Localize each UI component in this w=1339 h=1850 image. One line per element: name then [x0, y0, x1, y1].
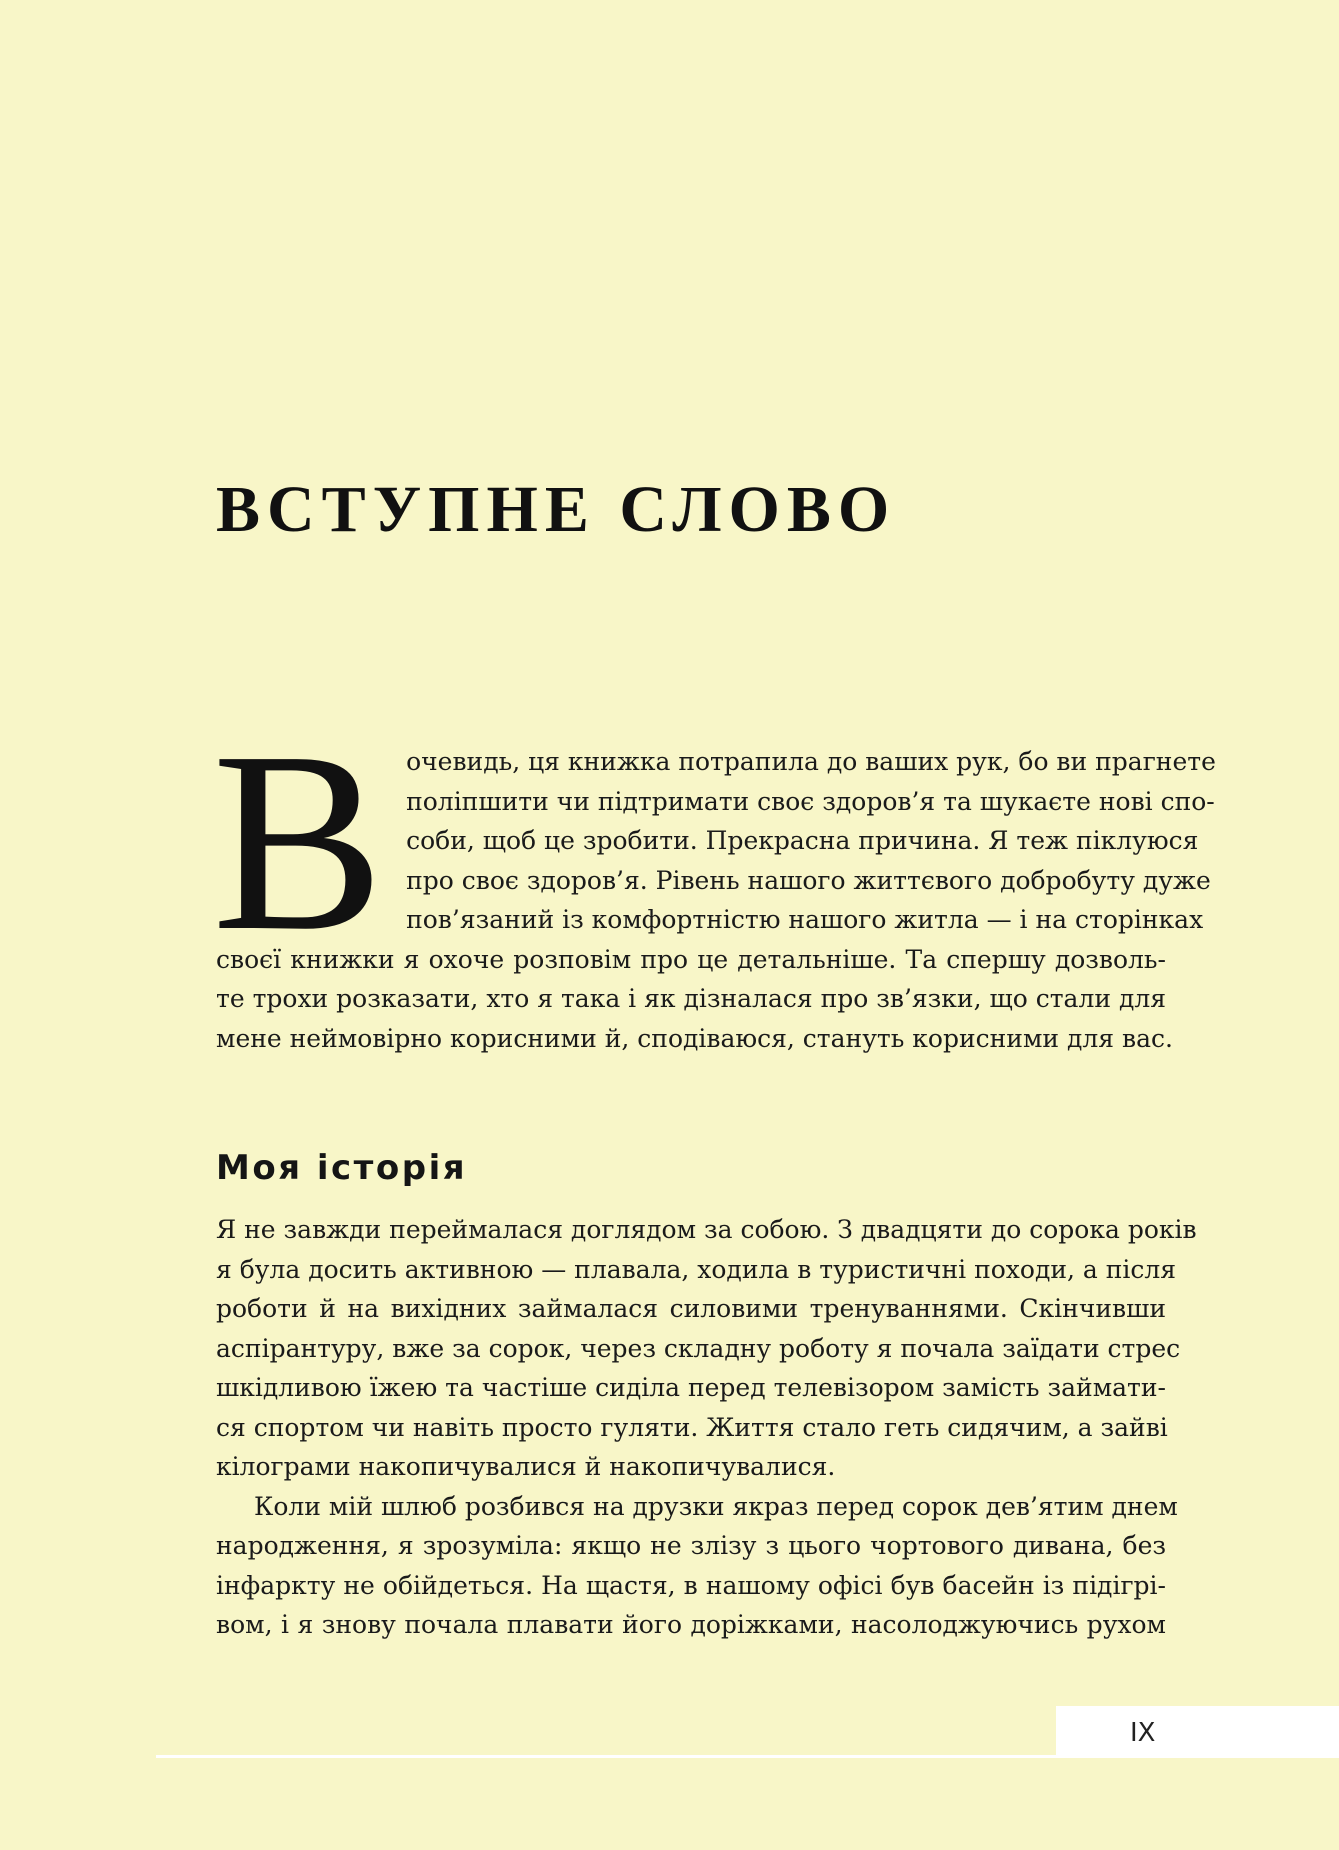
text-line: соби, щоб це зробити. Прекрасна причина. Я теж піклуюся	[406, 826, 1199, 855]
page-title: ВСТУПНЕ СЛОВО	[216, 473, 897, 546]
text-line: поліпшити чи підтримати своє здоров’я та шукаєте нові спо-	[406, 786, 1215, 816]
paragraph	[216, 1487, 1178, 1645]
intro-paragraph	[212, 698, 1216, 1058]
text-line: пов’язаний із комфортністю нашого житла — і на сторінках	[406, 905, 1204, 934]
text-line: очевидь, ця книжка потрапила до ваших рук, бо ви прагнете	[406, 747, 1216, 776]
text-line: роботи й на вихідних займалася силовими тренуваннями. Скінчивши	[216, 1294, 1166, 1323]
page-number: IX	[1130, 1718, 1156, 1748]
text-line: про своє здоров’я. Рівень нашого життєвого добробуту дуже	[406, 865, 1211, 895]
text-line: Коли мій шлюб розбився на друзки якраз перед сорок дев’ятим днем	[254, 1491, 1178, 1521]
text-line: кілограми накопичувалися й накопичувалися.	[216, 1452, 836, 1481]
text-line: ся спортом чи навіть просто гуляти. Життя стало геть сидячим, а зайві	[216, 1412, 1168, 1442]
text-line: аспірантуру, вже за сорок, через складну роботу я почала заїдати стрес	[216, 1333, 1181, 1363]
drop-cap: В	[212, 698, 385, 984]
text-line: вом, і я знову почала плавати його доріжками, насолоджуючись рухом	[216, 1610, 1166, 1639]
paragraph	[216, 1210, 1197, 1487]
page-number-box	[1056, 1706, 1339, 1758]
text-line: інфаркту не обійдеться. На щастя, в нашому офісі був басейн із підігрі-	[216, 1570, 1166, 1600]
text-line: шкідливою їжею та частіше сиділа перед телевізором замість займати-	[216, 1373, 1166, 1402]
text-line: своєї книжки я охоче розповім про це детальніше. Та спершу дозволь-	[216, 944, 1166, 974]
text-line: я була досить активною — плавала, ходила в туристичні походи, а після	[216, 1254, 1177, 1284]
body-text	[216, 1210, 1197, 1645]
text-line: мене неймовірно корисними й, сподіваюся, стануть корисними для вас.	[216, 1023, 1173, 1053]
section-heading: Моя історія	[216, 1148, 468, 1188]
text-line: те трохи розказати, хто я така і як дізналася про зв’язки, що стали для	[216, 984, 1166, 1013]
text-line: Я не завжди переймалася доглядом за собою. З двадцяти до сорока років	[216, 1215, 1197, 1244]
text-line: народження, я зрозуміла: якщо не злізу з цього чортового дивана, без	[216, 1531, 1166, 1560]
